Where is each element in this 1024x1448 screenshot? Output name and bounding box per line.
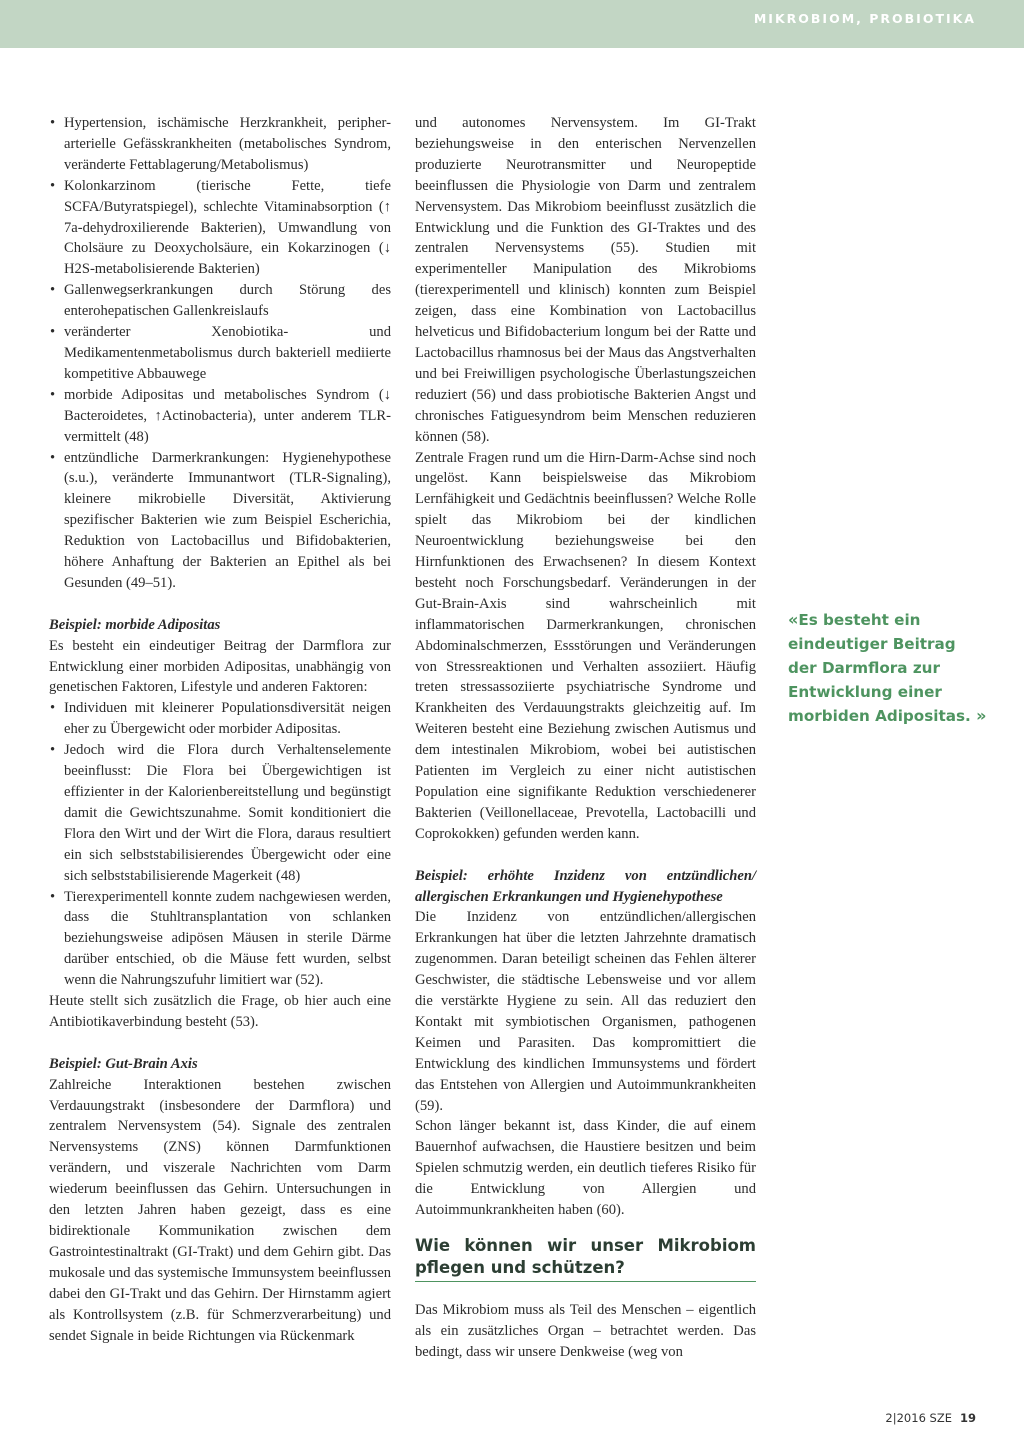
quote-close-icon: » — [976, 706, 987, 725]
paragraph: und autonomes Nervensystem. Im GI-Trakt beziehungsweise in den enterischen Nervenzellen produzierte Neurotransmitter und Neuropeptide beeinflussen die Physiologie von Darm und zentralem Nervensystem. Das Mikrobiom beeinflusst zusätzlich die Entwicklung und die Funktion des GI-Traktes und des zentralen Nervensystems (55). Studien mit experimenteller Manipulation des Mikrobioms (tierexperimentell und klinisch) konnten zum Beispiel zeigen, dass eine Kombination von Lactobacillus helveticus und Bifidobacterium longum bei der Ratte und Lactobacillus rhamnosus bei der Maus das Angstverhalten und bei Freiwilligen psychologische Überlastungszeichen reduziert (56) und dass probiotische Bakterien Angst und chronisches Fatiguesyndrom beim Menschen reduzieren können (58). — [415, 115, 756, 445]
bullet-icon: • — [50, 888, 56, 905]
header-band — [0, 0, 1024, 48]
section-title: MIKROBIOM, PROBIOTIKA — [753, 11, 976, 26]
pull-quote — [788, 608, 988, 728]
subheading-hygiene: Beispiel: erhöhte Inzidenz von entzündlichen/ allergischen Erkrankungen und Hygienehypothese — [415, 867, 756, 905]
bullet-icon: • — [50, 177, 56, 194]
list-item: • Hypertension, ischämische Herzkrankheit, peripher-arterielle Gefässkrankheiten (metabolisches Syndrom, veränderte Fettablagerung/Metabolismus) — [50, 115, 391, 173]
risk-list — [49, 113, 391, 594]
paragraph: Die Inzidenz von entzündlichen/allergischen Erkrankungen hat über die letzten Jahrzehnte dramatisch zugenommen. Daran beteiligt scheinen das Fehlen älterer Geschwister, die städtische Lebensweise und vor allem die verstärkte Hygiene zu sein. All das reduziert den Kontakt mit symbiotischen Organismen, pathogenen Keimen und Parasiten. Das kompromittiert die Entwicklung des kindlichen Immunsystems und fördert das Entstehen von Allergien und Autoimmunkrankheiten (59). — [415, 909, 756, 1114]
list-item: • Tierexperimentell konnte zudem nachgewiesen werden, dass die Stuhltransplantation von schlanken beziehungsweise adipösen Mäusen in sterile Därme darüber entschied, ob die Mäuse fett wurden, selbst wenn die Nahrungszufuhr limitiert war (52). — [50, 888, 391, 989]
paragraph: Es besteht ein eindeutiger Beitrag der Darmflora zur Entwicklung einer morbiden Adipositas, unabhängig von genetischen Faktoren, Lifestyle und anderen Faktoren: — [49, 637, 391, 696]
pull-quote-text: Es besteht ein eindeutiger Beitrag der Darmflora zur Entwicklung einer morbiden Adipositas. — [788, 611, 971, 725]
list-item: • entzündliche Darmerkrankungen: Hygienehypothese (s.u.), veränderte Immunantwort (TLR-Signaling), kleinere mikrobielle Diversität, Aktivierung spezifischer Bakterien wie zum Beispiel Escherichia, Reduktion von Lactobacillus und Bifidobakterien, höhere Anhaftung der Bakterien an Epithel als bei Gesunden (49–51). — [50, 449, 391, 591]
list-item: • Kolonkarzinom (tierische Fette, tiefe SCFA/Butyratspiegel), schlechte Vitaminabsorption (↑ 7a-dehydroxilierende Bakterien), Umwandlung von Cholsäure zu Deoxycholsäure, ein Kokarzinogen (↓ H2S-metabolisierende Bakterien) — [50, 177, 391, 278]
list-item: • veränderter Xenobiotika- und Medikamentenmetabolismus durch bakteriell mediierte kompetitive Abbauwege — [50, 324, 391, 382]
bullet-icon: • — [50, 449, 56, 466]
middle-column — [415, 113, 756, 1363]
adipositas-list — [49, 698, 391, 991]
left-column — [49, 113, 391, 1346]
list-item: • Gallenwegserkrankungen durch Störung des enterohepatischen Gallenkreislaufs — [50, 282, 391, 320]
paragraph: Zentrale Fragen rund um die Hirn-Darm-Achse sind noch ungelöst. Kann beispielsweise das Mikrobiom Lernfähigkeit und Gedächtnis beeinflussen? Welche Rolle spielt das Mikrobiom bei der kindlichen Neuroentwicklung beziehungsweise bei den Hirnfunktionen des Erwachsenen? In diesem Kontext besteht noch Forschungsbedarf. Veränderungen in der Gut-Brain-Axis sind wahrscheinlich mit inflammatorischen Darmerkrankungen, chronischen Abdominalschmerzen, Essstörungen und Veränderungen von Stressreaktionen und Verhalten assoziiert. Häufig treten stressassoziierte psychiatrische Syndrome und Krankheiten des Verdauungstrakts gleichzeitig auf. Im Weiteren besteht eine Beziehung zwischen Autismus und dem intestinalen Mikrobiom, wobei bei autistischen Patienten im Vergleich zu einer nicht autistischen Population eine signifikante Reduktion verschiedenerer Bakterien (Veillonellaceae, Prevotella, Lactobacilli und Coprokokken) gefunden werden kann. — [415, 449, 756, 842]
bullet-icon: • — [50, 115, 56, 131]
paragraph: Schon länger bekannt ist, dass Kinder, die auf einem Bauernhof aufwachsen, die Haustiere besitzen und beim Spielen schmutzig werden, ein deutlich tieferes Risiko für die Entwicklung von Allergien und Autoimmunkrankheiten haben (60). — [415, 1118, 756, 1219]
bullet-icon: • — [50, 700, 56, 717]
quote-open-icon: « — [788, 610, 799, 629]
bullet-icon: • — [50, 324, 56, 341]
paragraph: Heute stellt sich zusätzlich die Frage, ob hier auch eine Antibiotikaverbindung besteht (53). — [49, 993, 391, 1030]
subheading-adipositas: Beispiel: morbide Adipositas — [49, 616, 221, 633]
subheading-gut-brain: Beispiel: Gut-Brain Axis — [49, 1055, 198, 1072]
page-number: 19 — [959, 1411, 976, 1425]
paragraph: Zahlreiche Interaktionen bestehen zwischen Verdauungstrakt (insbesondere der Darmflora) und zentralem Nervensystem (54). Signale des zentralen Nervensystems (ZNS) können Darmfunktionen verändern, und viszerale Nachrichten vom Darm wiederum beeinflussen das Gehirn. Untersuchungen in den letzten Jahren haben gezeigt, dass es eine bidirektionale Kommunikation zwischen dem Gastrointestinaltrakt (GI-Trakt) und dem Gehirn gibt. Das mukosale und das systemische Immunsystem beeinflussen dabei den GI-Trakt und das Gehirn. Der Hirnstamm agiert als Kontrollsystem (z.B. für Schmerzverarbeitung) und sendet Signale in beide Richtungen via Rückenmark — [49, 1076, 391, 1344]
bullet-icon: • — [50, 386, 56, 403]
list-item: • morbide Adipositas und metabolisches Syndrom (↓ Bacteroidetes, ↑Actinobacteria), unter anderem TLR-vermittelt (48) — [50, 386, 391, 445]
bullet-icon: • — [50, 282, 56, 299]
section-heading: Wie können wir unser Mikrobiom pflegen und schützen? — [415, 1235, 756, 1282]
list-item: • Jedoch wird die Flora durch Verhaltenselemente beeinflusst: Die Flora bei Übergewichtigen ist effizienter in der Kalorienbereitstellung und begünstigt damit die Gewichtszunahme. Somit konditioniert die Flora den Wirt und der Wirt die Flora, daraus resultiert ein sich selbststabilisierendes Übergewicht oder eine sich selbststabilisierende Magerkeit (48) — [50, 742, 391, 884]
page-footer — [885, 1411, 976, 1425]
list-item: • Individuen mit kleinerer Populationsdiversität neigen eher zu Übergewicht oder morbider Adipositas. — [50, 700, 391, 738]
paragraph: Das Mikrobiom muss als Teil des Menschen – eigentlich als ein zusätzliches Organ – betrachtet werden. Das bedingt, dass wir unsere Denkweise (weg von — [415, 1302, 756, 1360]
issue-label: 2|2016 SZE — [885, 1411, 952, 1425]
bullet-icon: • — [50, 742, 56, 759]
